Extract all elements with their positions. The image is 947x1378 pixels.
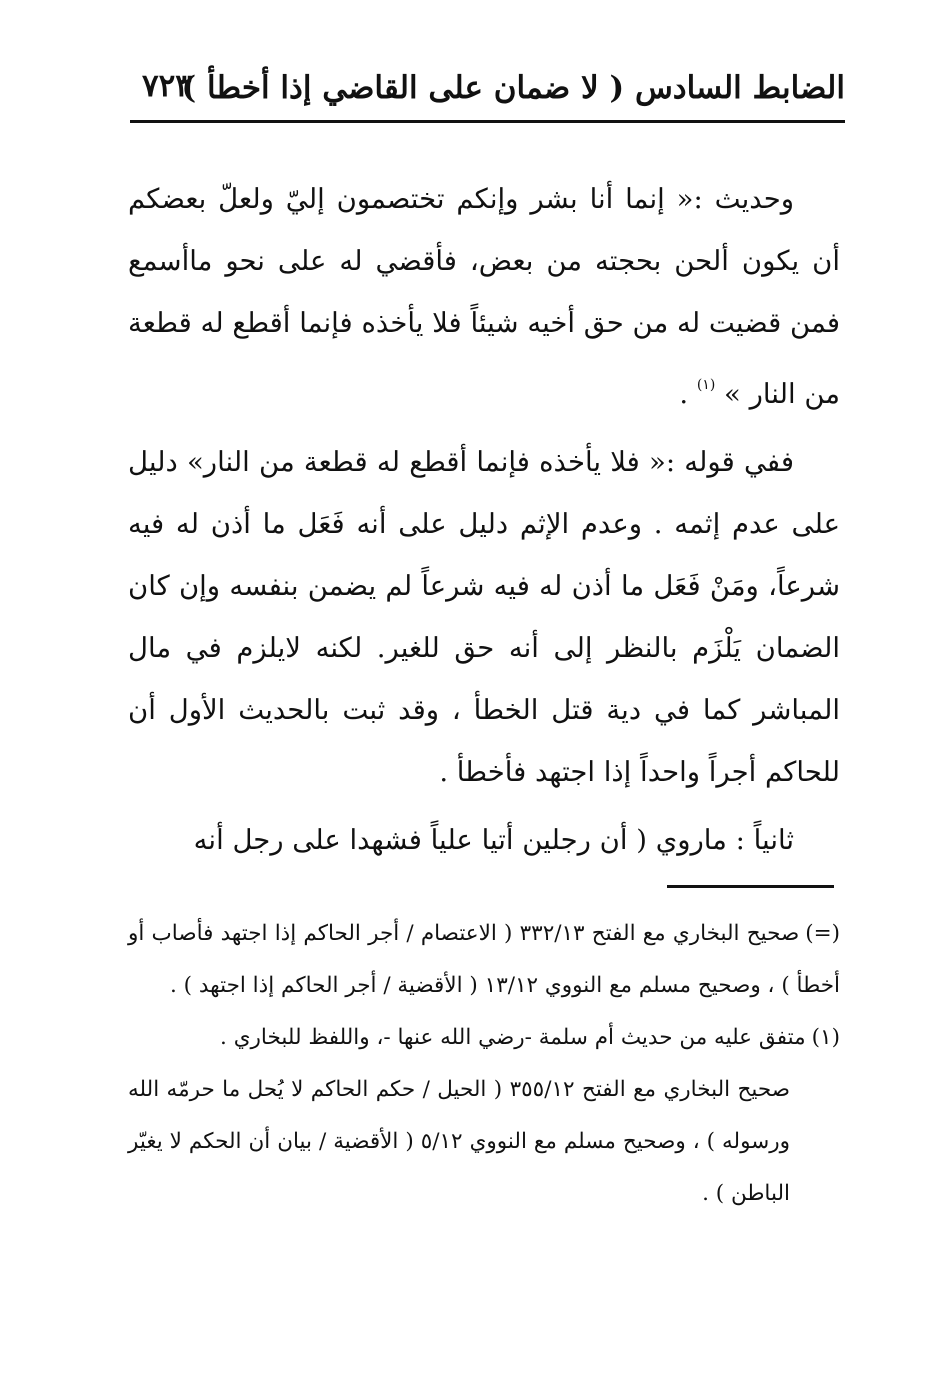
paragraph-hadith-end: . bbox=[679, 378, 697, 410]
page-number: ٧٢٣ bbox=[142, 68, 192, 104]
running-header bbox=[130, 60, 845, 118]
footnotes bbox=[128, 908, 840, 1220]
footnote-ref-1: (١) bbox=[696, 377, 716, 393]
paragraph-commentary: ففي قوله :« فلا يأخذه فإنما أقطع له قطعة من النار» دليل على عدم إثمه . وعدم الإثم دليل على أنه فَعَل ما أذن له فيه شرعاً، ومَنْ فَعَل ما أذن له فيه شرعاً لم يضمن بنفسه وإن كان الضمان يَلْزَم بالنظر إلى أنه حق للغير. لكنه لايلزم في مال المباشر كما في دية قتل الخطأ ، وقد ثبت بالحديث الأول أن للحاكم أجراً واحداً إذا اجتهد فأخطأ . bbox=[128, 446, 840, 788]
footnote-1-line1: متفق عليه من حديث أم سلمة -رضي الله عنها -، واللفظ للبخاري . bbox=[220, 1025, 806, 1050]
footnote-1-sources: صحيح البخاري مع الفتح ٣٥٥/١٢ ( الحيل / حكم الحاكم لا يُحل ما حرمّه الله ورسوله ) ، وصحيح مسلم مع النووي ٥/١٢ ( الأقضية / بيان أن الحكم لا يغيّر الباطن ) . bbox=[128, 1077, 790, 1206]
footnote-rule bbox=[667, 885, 834, 888]
footnote-1-marker: (١) bbox=[811, 1025, 840, 1050]
header-rule bbox=[130, 120, 845, 123]
footnote-continued-marker: (=) bbox=[805, 921, 840, 946]
header-title: الضابط السادس ( لا ضمان على القاضي إذا أخطأ ) bbox=[181, 70, 845, 106]
footnote-1 bbox=[128, 1012, 840, 1064]
footnote-continued bbox=[128, 908, 840, 1012]
footnote-continued-text: صحيح البخاري مع الفتح ٣٣٢/١٣ ( الاعتصام / أجر الحاكم إذا اجتهد فأصاب أو أخطأ ) ، وصحيح مسلم مع النووي ١٣/١٢ ( الأقضية / أجر الحاكم إذا اجتهد ) . bbox=[128, 921, 840, 998]
paragraph-hadith bbox=[128, 168, 840, 425]
main-text bbox=[128, 168, 840, 877]
paragraph-hadith-text: وحديث :« إنما أنا بشر وإنكم تختصمون إليّ ولعلّ بعضكم أن يكون ألحن بحجته من بعض، فأقضي له على نحو ماأسمع فمن قضيت له من حق أخيه شيئاً فلا يأخذه فإنما أقطع له قطعة من النار » bbox=[128, 183, 840, 410]
paragraph-second-evidence: ثانياً : ماروي ( أن رجلين أتيا علياً فشهدا على رجل أنه bbox=[193, 824, 794, 856]
